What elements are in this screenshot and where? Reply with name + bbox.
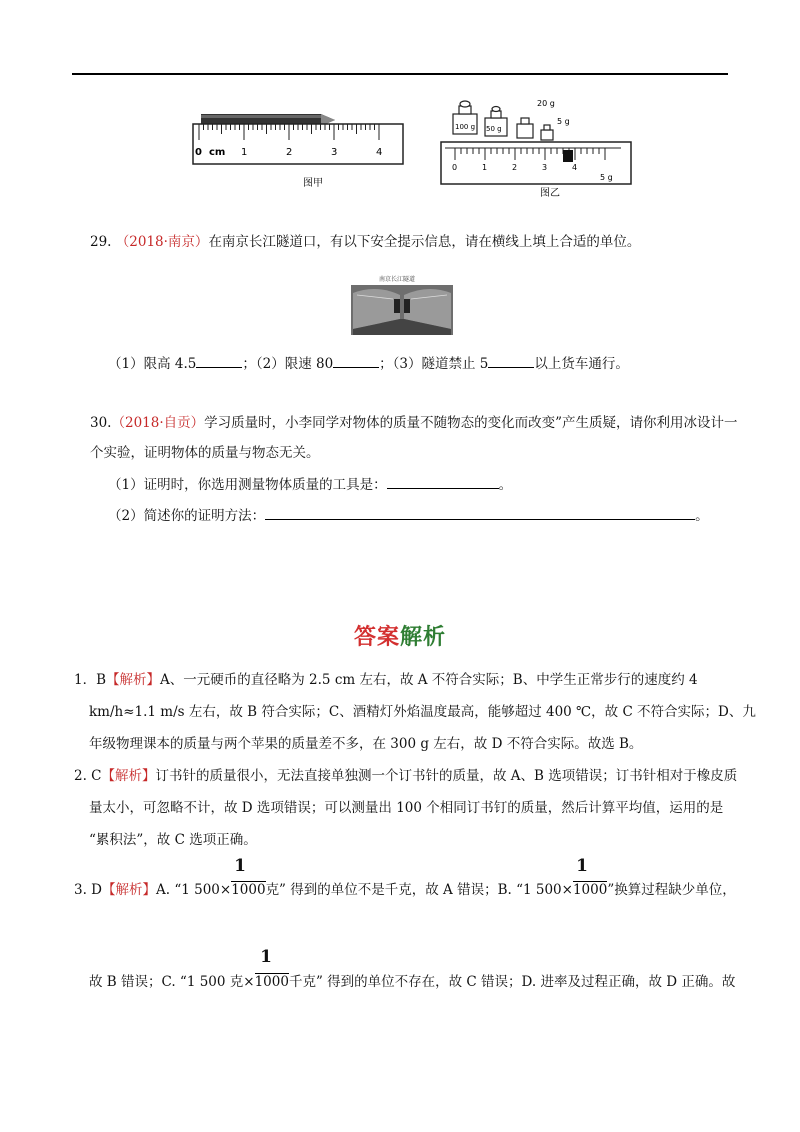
q30-tag: （2018·自贡） [111, 415, 205, 431]
rider-icon [563, 150, 573, 162]
ruler-tick-0: 0 [195, 147, 202, 158]
weight-label-50g: 50 g [486, 125, 502, 133]
a2-tag: 【解析】 [101, 768, 156, 784]
ruler-caption: 图甲 [303, 178, 323, 189]
q29-part3: ；（3）隧道禁止 5 [379, 356, 489, 372]
a2-line1 [74, 766, 737, 786]
q30-number: 30. [90, 415, 112, 431]
weight-label-20g: 20 g [537, 99, 555, 108]
a3-tag: 【解析】 [102, 882, 156, 898]
q29-blank-2[interactable] [333, 353, 379, 368]
q30-sub1 [108, 474, 512, 495]
ruler-unit: cm [209, 147, 226, 158]
answer-title-part1: 答案 [353, 624, 400, 650]
q29-number: 29. [90, 234, 112, 250]
scale-tick-1: 1 [482, 163, 488, 172]
q30-text-1: 学习质量时，小李同学对物体的质量不随物态的变化而改变”产生质疑，请你利用冰设计一 [204, 415, 738, 431]
q30-sub2-text: （2）简述你的证明方法： [108, 508, 266, 524]
ruler-tick-2: 2 [286, 147, 293, 158]
a3-frac2-den: 1000 [572, 882, 608, 898]
weight-label-100g: 100 g [455, 123, 476, 131]
a3-fraction-2 [562, 857, 602, 875]
q29-stem [90, 232, 640, 252]
header-rule [72, 73, 728, 75]
a3-text-1b: 克” 得到的单位不是千克，故 A 错误；B. “1 500× [265, 882, 573, 898]
q30-line2: 个实验，证明物体的质量与物态无关。 [90, 445, 320, 461]
a3-text-2a: 故 B 错误；C. “1 500 克× [89, 974, 255, 990]
q29-blank-3[interactable] [488, 353, 534, 368]
q30-blank-tool[interactable] [387, 474, 499, 489]
a1-tag: 【解析】 [106, 672, 161, 688]
a1-lead: 1．B [74, 672, 107, 688]
a3-text-1a: A. “1 500× [156, 882, 232, 898]
a1-line1 [74, 670, 698, 690]
tunnel-sign: 南京长江隧道 [379, 276, 416, 283]
q30-blank-method[interactable] [265, 505, 695, 520]
answer-section-title [0, 620, 800, 651]
q30-sub2 [108, 505, 709, 526]
scale-tick-2: 2 [512, 163, 518, 172]
tunnel-photo [349, 271, 455, 337]
weight-5g-icon [541, 125, 553, 140]
balance-figure [435, 92, 635, 200]
weight-20g-icon [517, 118, 533, 138]
a3-lead: 3. D [74, 882, 102, 898]
a3-fraction-1 [220, 857, 260, 875]
a2-text-1: 订书针的质量很小，无法直接单独测一个订书针的质量，故 A、B 选项错误；订书针相对于橡皮质 [155, 768, 738, 784]
a3-frac1-num: 1 [234, 856, 246, 876]
q30-sub2-end: 。 [695, 508, 709, 524]
a2-lead: 2. C [74, 768, 102, 784]
a2-line2: 量太小，可忽略不计，故 D 选项错误；可以测量出 100 个相同订书钉的质量，然后计算平均值，运用的是 [89, 800, 724, 816]
a3-line2 [89, 972, 735, 992]
a3-text-1c: ”换算过程缺少单位， [607, 882, 736, 898]
ruler-figure [185, 100, 410, 192]
a1-text-1: A、一元硬币的直径略为 2.5 cm 左右，故 A 不符合实际；B、中学生正常步行的速度约 4 [160, 672, 698, 688]
q30-line1 [90, 413, 738, 433]
a2-line3: “累积法”，故 C 选项正确。 [89, 832, 257, 848]
q29-part4: 以上货车通行。 [534, 356, 629, 372]
a3-fraction-3 [246, 948, 286, 966]
ruler-tick-4: 4 [376, 147, 383, 158]
a1-line2: km/h≈1.1 m/s 左右，故 B 符合实际；C、酒精灯外焰温度最高，能够超过 400 ℃，故 C 不符合实际；D、九 [89, 704, 756, 720]
scale-tick-4: 4 [572, 163, 578, 172]
scale-tick-3: 3 [542, 163, 548, 172]
a1-line3: 年级物理课本的质量与两个苹果的质量差不多，在 300 g 左右，故 D 不符合实际。故选 B。 [89, 736, 643, 752]
q30-sub1-text: （1）证明时，你选用测量物体质量的工具是： [108, 477, 387, 493]
a3-frac2-num: 1 [576, 856, 588, 876]
ruler-tick-1: 1 [241, 147, 248, 158]
ruler-tick-3: 3 [331, 147, 338, 158]
scale-tick-5: 5 g [600, 173, 613, 182]
q29-blanks [108, 353, 629, 374]
a3-line1 [74, 880, 736, 900]
scale-tick-0: 0 [452, 163, 458, 172]
a3-text-2b: 千克” 得到的单位不存在，故 C 错误；D. 进率及过程正确，故 D 正确。故 [288, 974, 736, 990]
q29-tag: （2018·南京） [115, 234, 209, 250]
q29-text: 在南京长江隧道口，有以下安全提示信息，请在横线上填上合适的单位。 [208, 234, 641, 250]
q29-part2: ；（2）限速 80 [242, 356, 334, 372]
a3-frac3-num: 1 [260, 947, 272, 967]
q29-blank-1[interactable] [196, 353, 242, 368]
a3-frac1-den: 1000 [231, 882, 266, 898]
a3-frac3-den: 1000 [254, 974, 289, 990]
q29-part1: （1）限高 4.5 [108, 356, 197, 372]
answer-title-part2: 解析 [400, 624, 447, 650]
balance-caption: 图乙 [540, 188, 560, 199]
weight-label-5g: 5 g [557, 117, 570, 126]
q30-sub1-end: 。 [498, 477, 513, 493]
